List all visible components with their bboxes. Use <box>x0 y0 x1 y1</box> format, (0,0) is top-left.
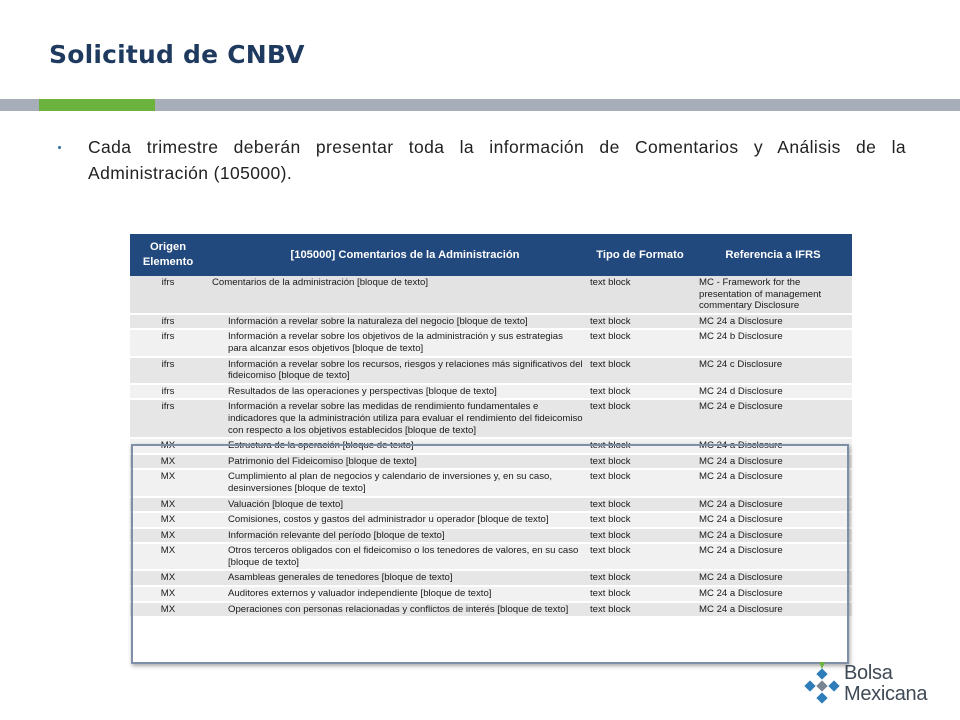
cell-tipo: text block <box>586 454 694 470</box>
cell-origin: MX <box>130 543 206 570</box>
cell-ref: MC 24 e Disclosure <box>694 399 852 438</box>
bullet-dot-icon <box>58 146 61 149</box>
cell-description: Estructura de la operación [bloque de texto] <box>206 438 586 454</box>
cell-tipo: text block <box>586 399 694 438</box>
header-origin: Origen Elemento <box>130 234 206 276</box>
table-row <box>130 602 852 618</box>
cell-tipo: text block <box>586 357 694 384</box>
cell-ref: MC 24 a Disclosure <box>694 497 852 513</box>
logo-text <box>844 663 927 705</box>
cell-tipo: text block <box>586 543 694 570</box>
table-row <box>130 512 852 528</box>
comentarios-table <box>130 234 852 618</box>
table-row <box>130 314 852 330</box>
screenshot-table <box>128 234 852 656</box>
cell-tipo: text block <box>586 438 694 454</box>
cell-origin: ifrs <box>130 384 206 400</box>
cell-ref: MC 24 a Disclosure <box>694 454 852 470</box>
cell-origin: MX <box>130 438 206 454</box>
cell-ref: MC 24 a Disclosure <box>694 528 852 544</box>
cell-tipo: text block <box>586 602 694 618</box>
table-row <box>130 399 852 438</box>
cell-origin: ifrs <box>130 276 206 314</box>
cell-ref: MC 24 a Disclosure <box>694 438 852 454</box>
cell-description: Cumplimiento al plan de negocios y calendario de inversiones y, en su caso, desinversiones [bloque de texto] <box>206 469 586 496</box>
cell-ref: MC 24 a Disclosure <box>694 570 852 586</box>
bullet-text: Cada trimestre deberán presentar toda la información de Comentarios y Análisis de la Administración (105000). <box>88 137 906 183</box>
table-row <box>130 329 852 356</box>
cell-tipo: text block <box>586 570 694 586</box>
cell-ref: MC 24 b Disclosure <box>694 329 852 356</box>
cell-ref: MC 24 a Disclosure <box>694 469 852 496</box>
header-ref: Referencia a IFRS <box>694 234 852 276</box>
cell-description: Patrimonio del Fideicomiso [bloque de texto] <box>206 454 586 470</box>
cell-tipo: text block <box>586 384 694 400</box>
header-description: [105000] Comentarios de la Administración <box>206 234 586 276</box>
cell-ref: MC 24 a Disclosure <box>694 512 852 528</box>
logo-line1: Bolsa <box>844 662 893 684</box>
table-row <box>130 543 852 570</box>
cell-ref: MC - Framework for the presentation of management commentary Disclosure <box>694 276 852 314</box>
cell-description: Información a revelar sobre la naturaleza del negocio [bloque de texto] <box>206 314 586 330</box>
cell-tipo: text block <box>586 586 694 602</box>
cell-ref: MC 24 a Disclosure <box>694 586 852 602</box>
title-divider-accent <box>39 99 155 111</box>
cell-ref: MC 24 d Disclosure <box>694 384 852 400</box>
logo-line2: Mexicana <box>844 683 928 705</box>
cell-description: Información relevante del período [bloque de texto] <box>206 528 586 544</box>
cell-origin: MX <box>130 497 206 513</box>
cell-origin: MX <box>130 512 206 528</box>
cell-description: Información a revelar sobre los objetivos de la administración y sus estrategias para alcanzar esos objetivos [bloque de texto] <box>206 329 586 356</box>
table-row <box>130 454 852 470</box>
cell-description: Auditores externos y valuador independiente [bloque de texto] <box>206 586 586 602</box>
cell-tipo: text block <box>586 512 694 528</box>
table-row <box>130 438 852 454</box>
header-tipo: Tipo de Formato <box>586 234 694 276</box>
table-row <box>130 586 852 602</box>
cell-origin: MX <box>130 602 206 618</box>
cell-ref: MC 24 c Disclosure <box>694 357 852 384</box>
cell-description: Otros terceros obligados con el fideicomiso o los tenedores de valores, en su caso [bloque de texto] <box>206 543 586 570</box>
cell-origin: MX <box>130 454 206 470</box>
cell-origin: MX <box>130 586 206 602</box>
cell-origin: ifrs <box>130 357 206 384</box>
cell-tipo: text block <box>586 528 694 544</box>
cell-description: Operaciones con personas relacionadas y conflictos de interés [bloque de texto] <box>206 602 586 618</box>
cell-origin: MX <box>130 469 206 496</box>
table-row <box>130 357 852 384</box>
cell-ref: MC 24 a Disclosure <box>694 543 852 570</box>
cell-tipo: text block <box>586 276 694 314</box>
cell-origin: MX <box>130 528 206 544</box>
cell-description: Información a revelar sobre las medidas de rendimiento fundamentales e indicadores que la administración utiliza para evaluar el rendimiento del fideicomiso con respecto a los objetivos establecidos [bloque de texto] <box>206 399 586 438</box>
table-row <box>130 528 852 544</box>
cell-tipo: text block <box>586 497 694 513</box>
cell-description: Asambleas generales de tenedores [bloque de texto] <box>206 570 586 586</box>
cell-description: Valuación [bloque de texto] <box>206 497 586 513</box>
table-row <box>130 497 852 513</box>
cell-ref: MC 24 a Disclosure <box>694 314 852 330</box>
cell-ref: MC 24 a Disclosure <box>694 602 852 618</box>
cell-origin: ifrs <box>130 329 206 356</box>
table-row <box>130 384 852 400</box>
cell-origin: ifrs <box>130 314 206 330</box>
bolsa-mexicana-logo <box>802 660 942 710</box>
table-row <box>130 276 852 314</box>
cell-description: Comisiones, costos y gastos del administrador u operador [bloque de texto] <box>206 512 586 528</box>
cell-tipo: text block <box>586 469 694 496</box>
table-row <box>130 570 852 586</box>
cell-description: Información a revelar sobre los recursos, riesgos y relaciones más significativos del fideicomiso [bloque de texto] <box>206 357 586 384</box>
cell-description: Comentarios de la administración [bloque de texto] <box>206 276 586 314</box>
bmv-logo-icon <box>802 660 842 708</box>
slide-title: Solicitud de CNBV <box>49 40 305 69</box>
cell-origin: ifrs <box>130 399 206 438</box>
cell-description: Resultados de las operaciones y perspectivas [bloque de texto] <box>206 384 586 400</box>
cell-tipo: text block <box>586 329 694 356</box>
cell-tipo: text block <box>586 314 694 330</box>
cell-origin: MX <box>130 570 206 586</box>
table-row <box>130 469 852 496</box>
table-header-row <box>130 234 852 276</box>
